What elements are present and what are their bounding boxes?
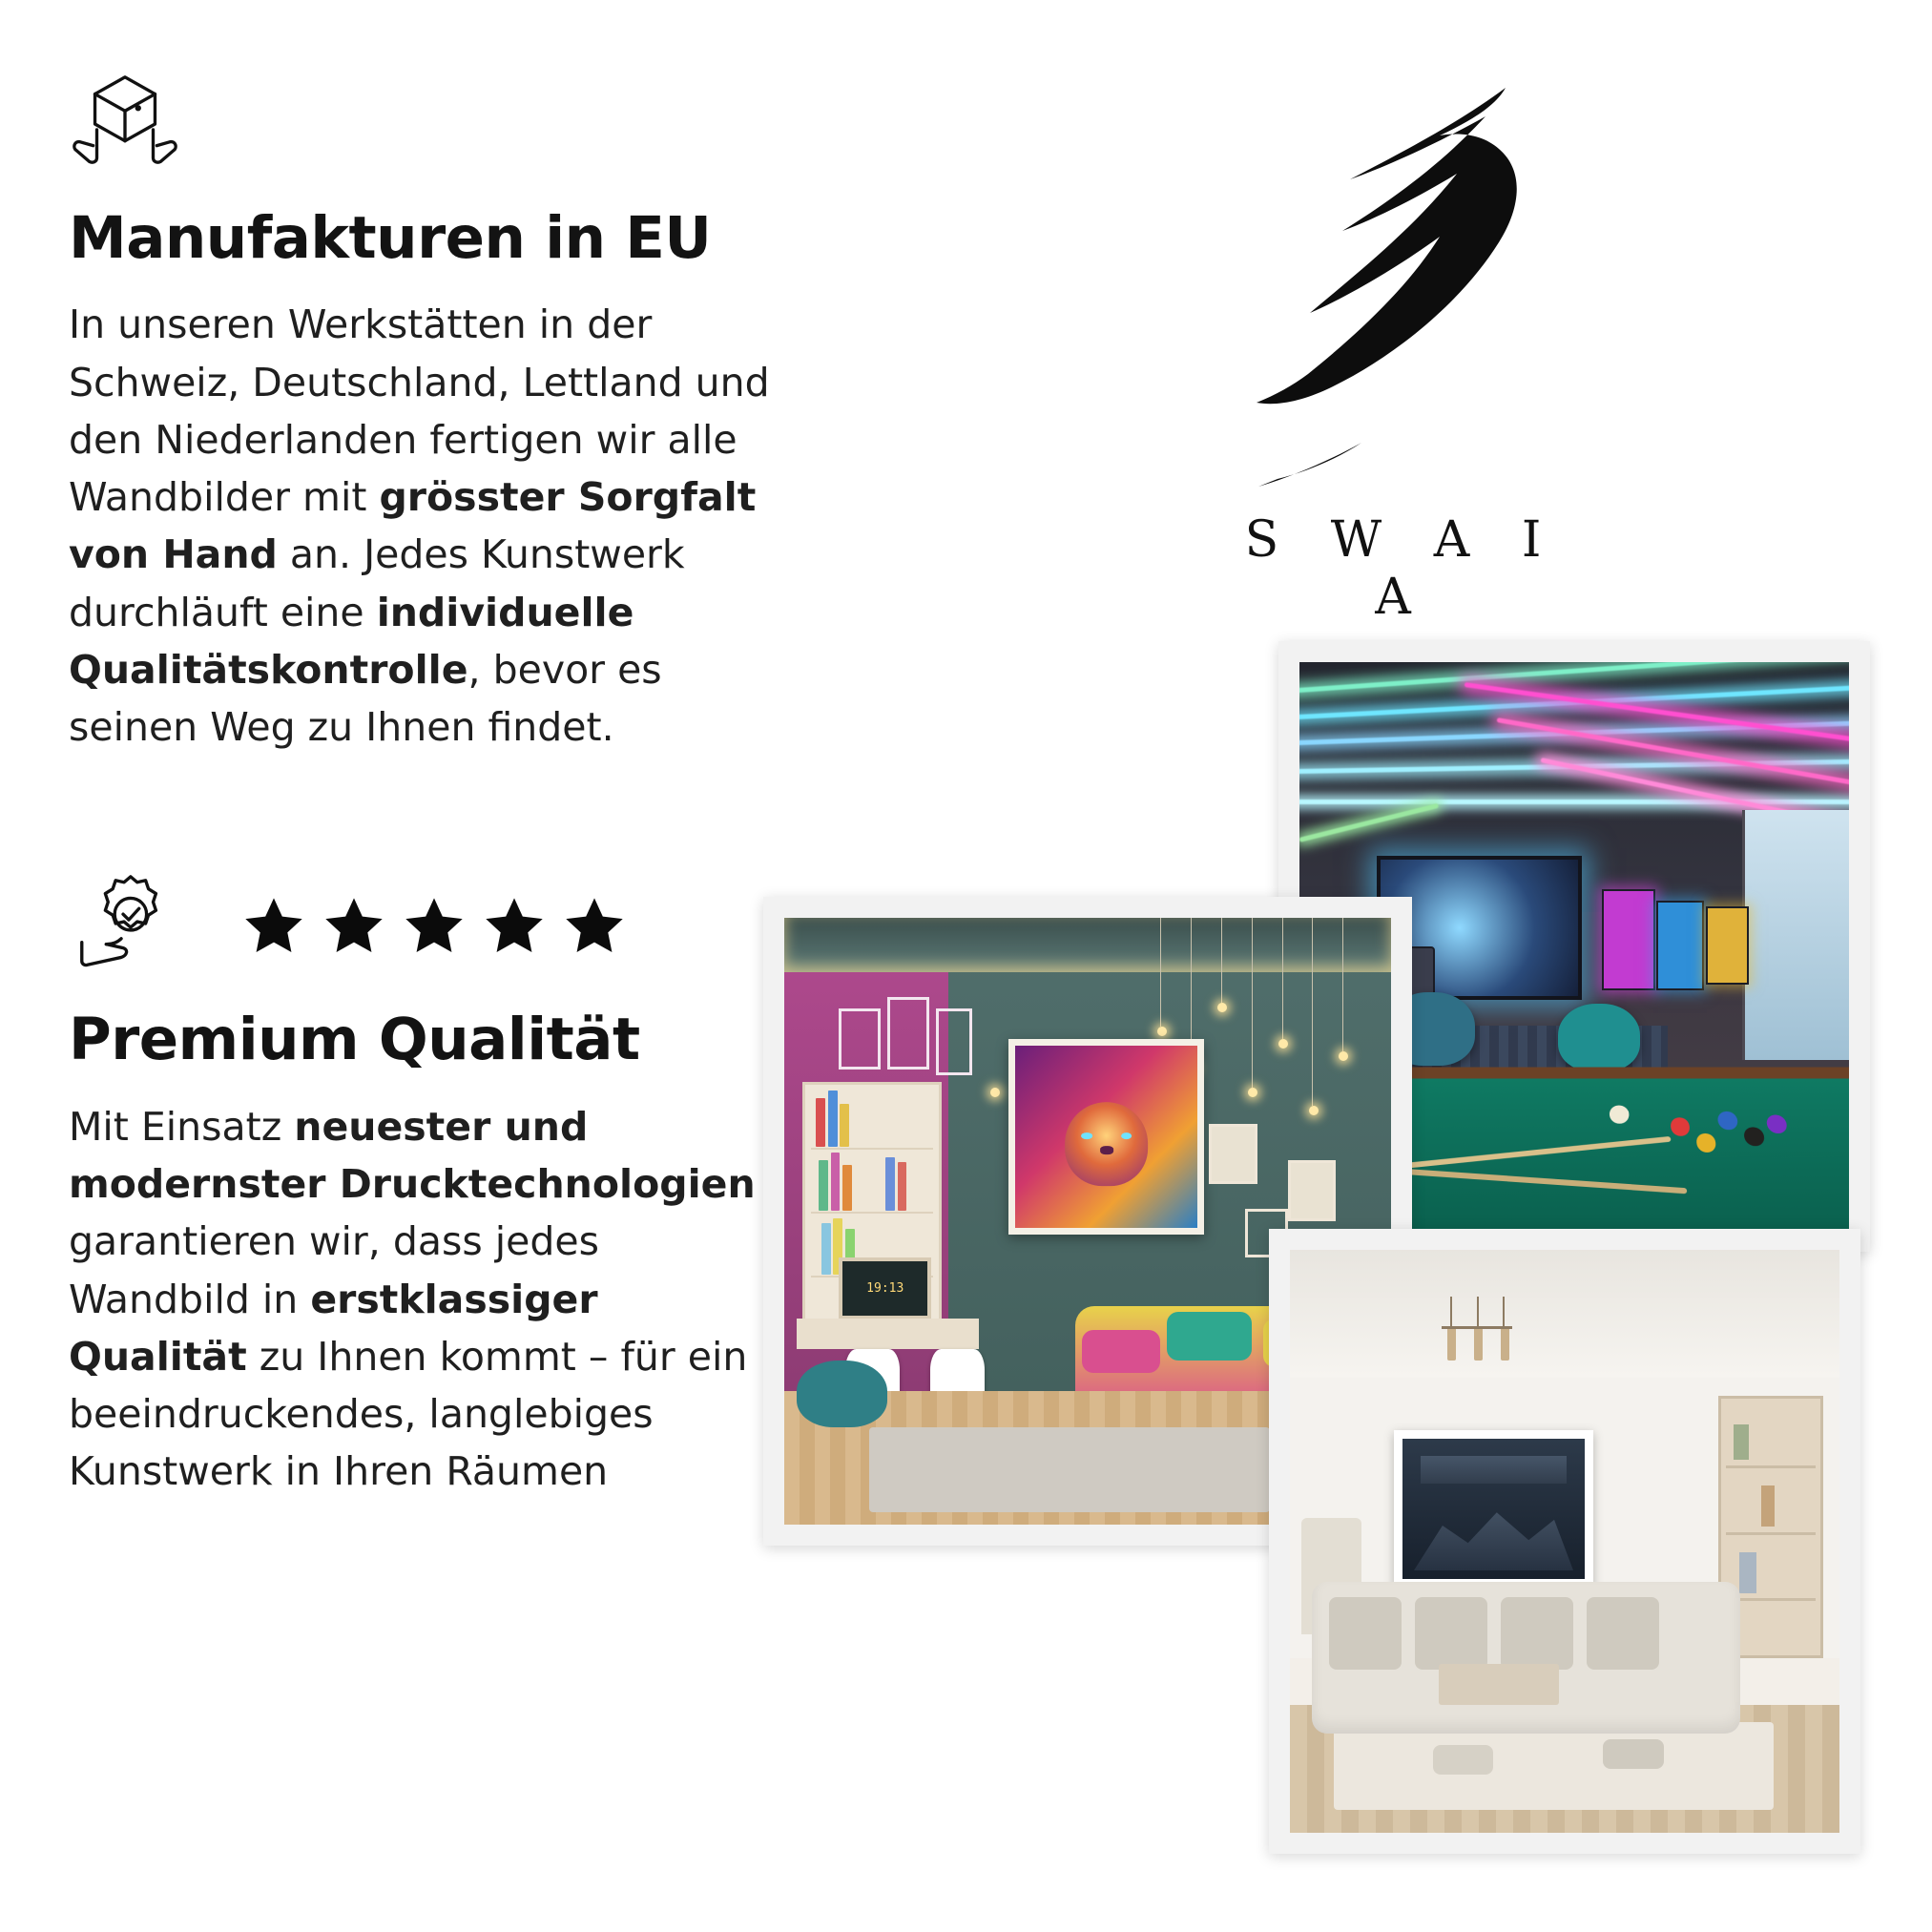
- swaia-s-monogram-icon: [1236, 67, 1550, 506]
- feature-text-manufakturen: In unseren Werkstätten in der Schweiz, Deutschland, Lettland und den Niederlanden fertigen wir alle Wandbilder mit grösster Sorgfalt von Hand an. Jedes Kunstwerk durchläuft eine individuelle Qualitätskontrolle, bevor es seinen Weg zu Ihnen findet.: [69, 301, 770, 751]
- brand-logo: [1188, 67, 1598, 626]
- feature-premium: [69, 868, 822, 1500]
- feature-text-premium: Mit Einsatz neuester und modernster Drucktechnologien garantieren wir, dass jedes Wandbild in erstklassiger Qualität zu Ihnen kommt – für ein beeindruckendes, langlebiges Kunstwerk in Ihren Räumen: [69, 1103, 756, 1495]
- star-icon: [483, 894, 546, 957]
- feature-manufakturen: [69, 67, 822, 756]
- page-title-premium: Premium Qualität: [69, 1006, 640, 1074]
- sofa: [1312, 1582, 1740, 1734]
- coffee-table: [1439, 1664, 1560, 1705]
- feature-icon-row-premium: [69, 868, 822, 983]
- rating-stars: [242, 894, 626, 957]
- desk-clock-display: 19:13: [839, 1257, 931, 1319]
- feature-icon-row: [69, 67, 822, 181]
- beanbag: [1558, 1004, 1640, 1072]
- star-icon: [403, 894, 466, 957]
- page-title-manufakturen: Manufakturen in EU: [69, 204, 712, 272]
- brand-wordmark: S W A I A: [1244, 511, 1560, 626]
- hands-holding-box-icon: [69, 68, 181, 180]
- beanbag: [797, 1361, 887, 1427]
- bright-living-room-photo: [1269, 1229, 1860, 1854]
- floor-cushion: [1603, 1739, 1663, 1769]
- chandelier: [1433, 1297, 1521, 1379]
- features-column: [69, 67, 822, 1501]
- floor-cushion: [1433, 1745, 1493, 1775]
- hand-holding-quality-seal-icon: [69, 869, 181, 982]
- star-icon: [563, 894, 626, 957]
- star-icon: [322, 894, 385, 957]
- mountain-wall-art: [1394, 1430, 1592, 1588]
- star-icon: [242, 894, 305, 957]
- lion-wall-art: [1008, 1039, 1204, 1235]
